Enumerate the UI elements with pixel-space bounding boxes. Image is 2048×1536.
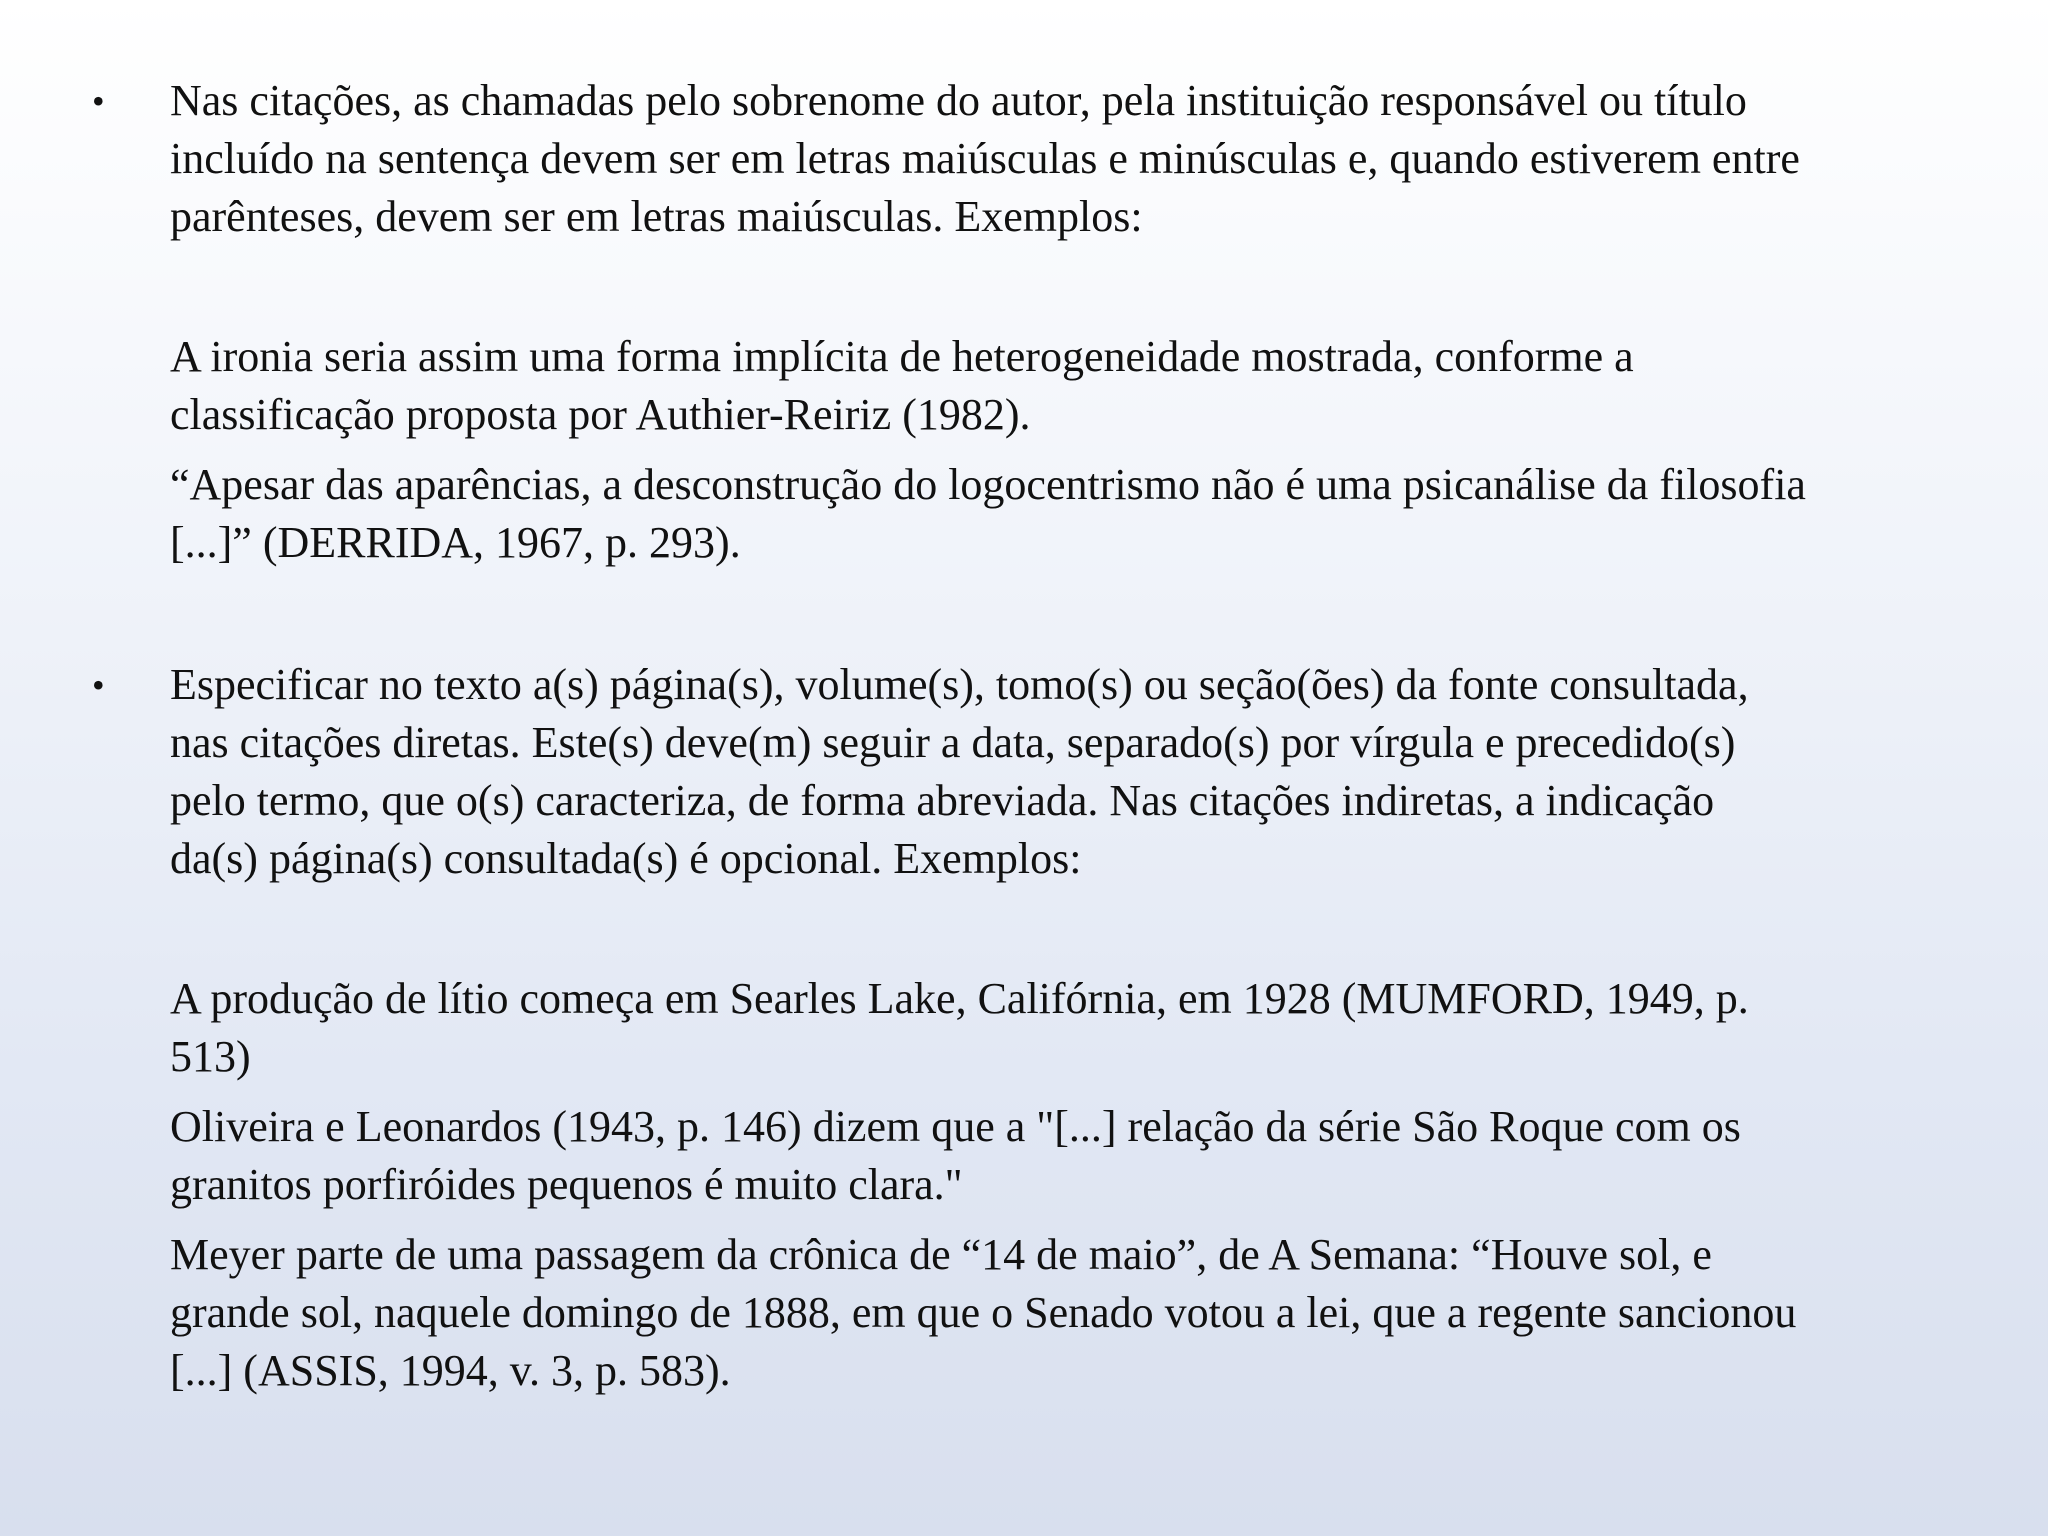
- example-2-1: A produção de lítio começa em Searles Lake, Califórnia, em 1928 (MUMFORD, 1949, p. 513): [170, 974, 1749, 1081]
- example-1-1: A ironia seria assim uma forma implícita de heterogeneidade mostrada, conforme a classificação proposta por Authier-Reiriz (1982).: [170, 332, 1634, 439]
- example-2-2: Oliveira e Leonardos (1943, p. 146) dizem que a "[...] relação da série São Roque com os granitos porfiróides pequenos é muito clara.": [170, 1102, 1741, 1209]
- example-2-3: Meyer parte de uma passagem da crônica de “14 de maio”, de A Semana: “Houve sol, e grande sol, naquele domingo de 1888, em que o Senado votou a lei, que a regente sancionou [...] (ASSIS, 1994, v. 3, p. 583).: [170, 1230, 1797, 1395]
- example-1-2: “Apesar das aparências, a desconstrução do logocentrismo não é uma psicanálise da filosofia [...]” (DERRIDA, 1967, p. 293).: [170, 460, 1806, 567]
- bullet-icon: •: [92, 665, 105, 705]
- bullet-text-2: Especificar no texto a(s) página(s), volume(s), tomo(s) ou seção(ões) da fonte consultada, nas citações diretas. Este(s) deve(m) seguir a data, separado(s) por vírgula e precedido(s) pelo termo, que o(s) caracteriza, de forma abreviada. Nas citações indiretas, a indicação da(s) página(s) consultada(s) é opcional. Exemplos:: [170, 660, 1749, 883]
- bullet-text-1: Nas citações, as chamadas pelo sobrenome do autor, pela instituição responsável ou título incluído na sentença devem ser em letras maiúsculas e minúsculas e, quando estiverem entre parênteses, devem ser em letras maiúsculas. Exemplos:: [170, 76, 1800, 241]
- bullet-icon: •: [92, 81, 105, 121]
